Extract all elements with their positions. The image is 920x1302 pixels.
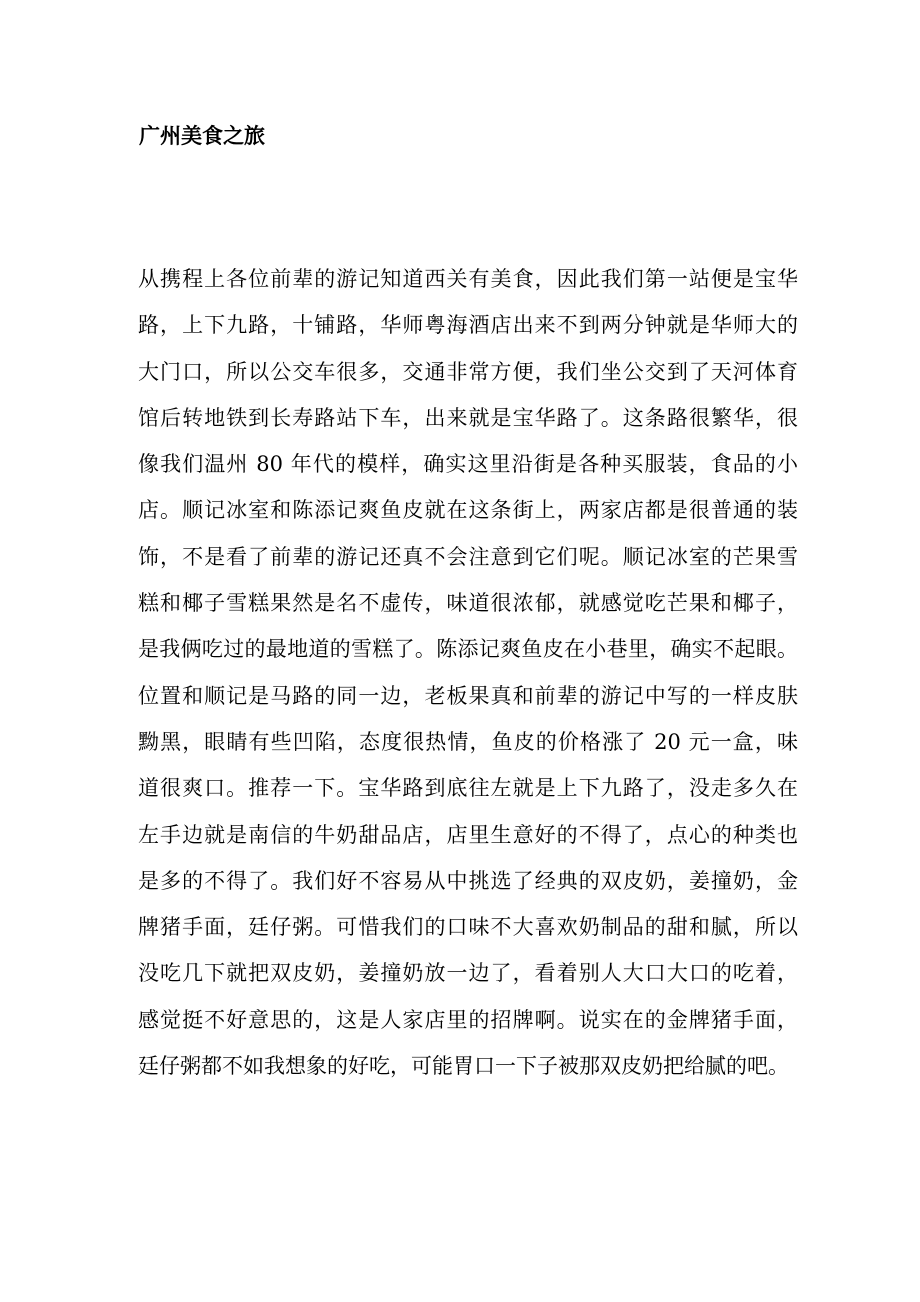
paragraph-line: 从携程上各位前辈的游记知道西关有美食，因此我们第一站便是宝华 [138,267,798,291]
paragraph-line: 没吃几下就把双皮奶，姜撞奶放一边了，看着别人大口大口的吃着， [138,961,798,986]
paragraph-line: 饰，不是看了前辈的游记还真不会注意到它们呢。顺记冰室的芒果雪 [138,544,798,569]
paragraph-line: 感觉挺不好意思的，这是人家店里的招牌啊。说实在的金牌猪手面， [138,1007,798,1032]
paragraph-line: 黝黑，眼睛有些凹陷，态度很热情，鱼皮的价格涨了 20 元一盒，味 [138,729,798,754]
paragraph-line: 像我们温州 80 年代的模样，确实这里沿街是各种买服装，食品的小 [138,452,798,477]
paragraph-line: 路，上下九路，十铺路，华师粤海酒店出来不到两分钟就是华师大的 [138,313,798,338]
paragraph-line: 牌猪手面，廷仔粥。可惜我们的口味不大喜欢奶制品的甜和腻，所以 [138,915,798,940]
document-title: 广州美食之旅 [139,124,265,148]
paragraph-line: 是多的不得了。我们好不容易从中挑选了经典的双皮奶，姜撞奶，金 [138,868,798,893]
paragraph-line: 大门口，所以公交车很多，交通非常方便，我们坐公交到了天河体育 [138,359,798,384]
paragraph-line: 是我俩吃过的最地道的雪糕了。陈添记爽鱼皮在小巷里，确实不起眼。 [138,637,798,662]
paragraph-line: 廷仔粥都不如我想象的好吃，可能胃口一下子被那双皮奶把给腻的吧。 [138,1054,789,1079]
paragraph-line: 糕和椰子雪糕果然是名不虚传，味道很浓郁，就感觉吃芒果和椰子， [138,591,798,616]
paragraph-line: 左手边就是南信的牛奶甜品店，店里生意好的不得了，点心的种类也 [138,822,798,847]
paragraph-line: 道很爽口。推荐一下。宝华路到底往左就是上下九路了，没走多久在 [138,776,798,801]
paragraph-line: 店。顺记冰室和陈添记爽鱼皮就在这条街上，两家店都是很普通的装 [138,498,798,523]
paragraph-line: 馆后转地铁到长寿路站下车，出来就是宝华路了。这条路很繁华，很 [138,405,798,430]
body-paragraph [138,256,798,1089]
paragraph-line: 位置和顺记是马路的同一边，老板果真和前辈的游记中写的一样皮肤 [138,683,798,708]
